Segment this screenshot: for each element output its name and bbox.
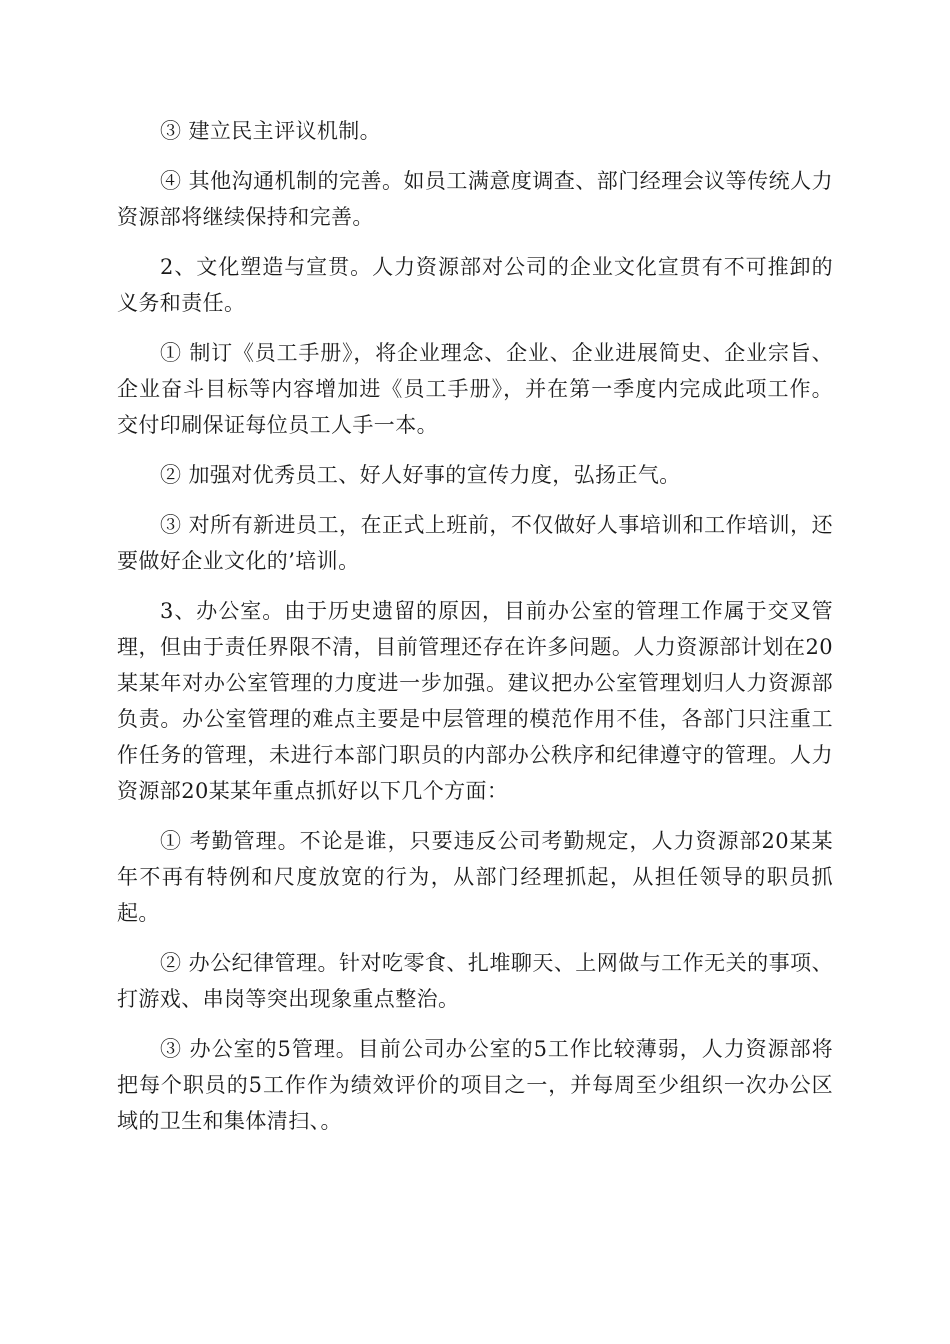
paragraph: ① 制订《员工手册》，将企业理念、企业、企业进展简史、企业宗旨、企业奋斗目标等内容增加进《员工手册》，并在第一季度内完成此项工作。交付印刷保证每位员工人手一本。 [117, 341, 833, 437]
paragraph: ③ 对所有新进员工，在正式上班前，不仅做好人事培训和工作培训，还要做好企业文化的’培训。 [117, 513, 833, 573]
paragraph: ④ 其他沟通机制的完善。如员工满意度调查、部门经理会议等传统人力资源部将继续保持和完善。 [117, 169, 833, 229]
paragraph: ② 办公纪律管理。针对吃零食、扎堆聊天、上网做与工作无关的事项、打游戏、串岗等突出现象重点整治。 [117, 951, 833, 1011]
paragraph: ② 加强对优秀员工、好人好事的宣传力度，弘扬正气。 [160, 463, 681, 487]
paragraph: 3、办公室。由于历史遗留的原因，目前办公室的管理工作属于交叉管理，但由于责任界限不清，目前管理还存在许多问题。人力资源部计划在20某某年对办公室管理的力度进一步加强。建议把办公室管理划归人力资源部负责。办公室管理的难点主要是中层管理的模范作用不佳，各部门只注重工作任务的管理，未进行本部门职员的内部办公秩序和纪律遵守的管理。人力资源部20某某年重点抓好以下几个方面： [117, 599, 833, 803]
paragraph: ③ 办公室的5管理。目前公司办公室的5工作比较薄弱，人力资源部将把每个职员的5工作作为绩效评价的项目之一，并每周至少组织一次办公区域的卫生和集体清扫、。 [117, 1037, 833, 1133]
paragraph: ① 考勤管理。不论是谁，只要违反公司考勤规定，人力资源部20某某年不再有特例和尺度放宽的行为，从部门经理抓起，从担任领导的职员抓起。 [117, 829, 833, 925]
paragraph: ③ 建立民主评议机制。 [160, 119, 382, 143]
paragraph: 2、文化塑造与宣贯。人力资源部对公司的企业文化宣贯有不可推卸的义务和责任。 [117, 255, 833, 315]
